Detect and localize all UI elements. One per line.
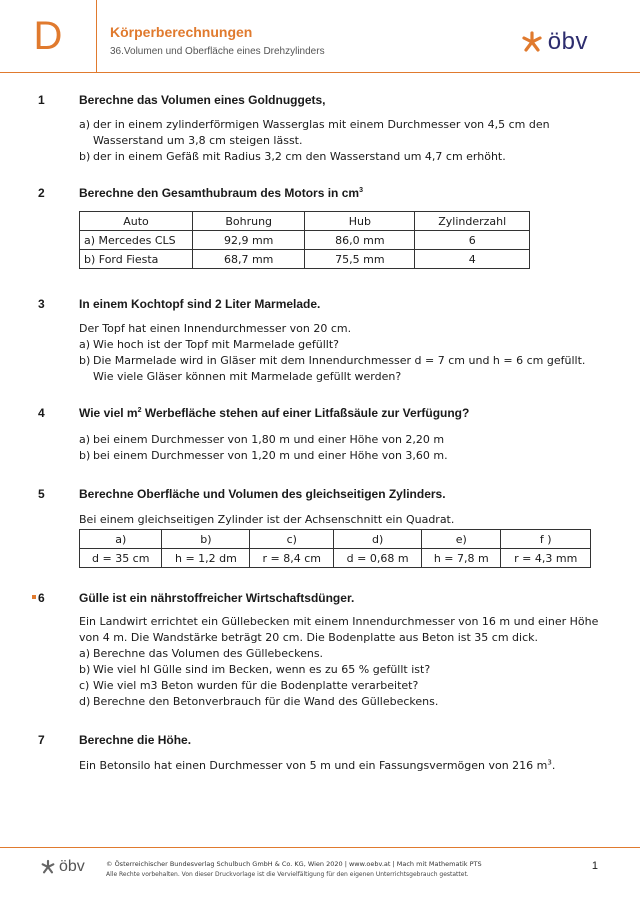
task-title: Berechne die Höhe. <box>79 733 192 747</box>
task-title: Berechne Oberfläche und Volumen des gleichseitigen Zylinders. <box>79 487 446 501</box>
page-number: 1 <box>591 860 598 872</box>
list-item: d) Berechne den Betonverbrauch für die Wand des Güllebeckens. <box>79 695 439 708</box>
task-intro: Ein Betonsilo hat einen Durchmesser von 5 m und ein Fassungsvermögen von 216 $m^3$. <box>79 758 556 772</box>
list-item: b) bei einem Durchmesser von 1,20 m und einer Höhe von 3,60 m. <box>79 449 448 462</box>
task-intro: Ein Landwirt errichtet ein Güllebecken mit einem Innendurchmesser von 16 m und einer Höhe von 4 m. Die Wandstärke beträgt 20 cm. Die Bodenplatte aus Beton ist 35 cm dick. <box>79 615 599 644</box>
list-item: b) der in einem Gefäß mit Radius 3,2 cm den Wasserstand um 4,7 cm erhöht. <box>79 150 506 163</box>
task-intro: Der Topf hat einen Innendurchmesser von 20 cm. <box>79 322 352 335</box>
star-burst-icon <box>40 859 56 875</box>
task-number: 5 <box>38 487 45 501</box>
list-item: c) Wie viel m3 Beton wurden für die Bodenplatte verarbeitet? <box>79 679 419 692</box>
task-title: Berechne das Volumen eines Goldnuggets, <box>79 93 326 107</box>
task-number: 7 <box>38 733 45 747</box>
publisher-logo <box>520 28 588 56</box>
list-item: a) bei einem Durchmesser von 1,80 m und einer Höhe von 2,20 m <box>79 433 445 446</box>
section-subtitle: 36.Volumen und Oberfläche eines Drehzylinders <box>110 46 325 57</box>
table-header-row: a) b) c) d) e) f ) <box>80 530 591 549</box>
rights-line: Alle Rechte vorbehalten. Von dieser Druckvorlage ist die Vervielfältigung für den eigenen Unterrichtsgebrauch gestattet. <box>106 871 469 878</box>
table-row: d = 35 cm h = 1,2 dm r = 8,4 cm d = 0,68 m h = 7,8 m r = 4,3 mm <box>80 549 591 568</box>
task-number: 2 <box>38 186 45 200</box>
header-divider <box>0 72 640 73</box>
footer-logo <box>40 858 85 876</box>
engine-table <box>79 211 530 269</box>
footer-logo-text: öbv <box>59 858 85 875</box>
task-title: Gülle ist ein nährstoffreicher Wirtschaftsdünger. <box>79 591 355 605</box>
footer-divider <box>0 847 640 848</box>
task-title: In einem Kochtopf sind 2 Liter Marmelade. <box>79 297 321 311</box>
logo-text: öbv <box>547 28 588 55</box>
list-item: a) der in einem zylinderförmigen Wasserglas mit einem Durchmesser von 4,5 cm den Wasserstand um 3,8 cm steigen lässt. <box>79 118 550 147</box>
star-burst-icon <box>520 30 544 54</box>
table-header-row: Auto Bohrung Hub Zylinderzahl <box>80 212 530 231</box>
chapter-letter: D <box>0 0 97 72</box>
task-title: Berechne den Gesamthubraum des Motors in $cm^3$ <box>79 186 363 200</box>
copyright-line: © Österreichischer Bundesverlag Schulbuch GmbH & Co. KG, Wien 2020 | www.oebv.at | Mach mit Mathematik PTS <box>106 860 482 868</box>
task-number: 1 <box>38 93 45 107</box>
cylinder-table <box>79 529 591 568</box>
list-item: a) Wie hoch ist der Topf mit Marmelade gefüllt? <box>79 338 339 351</box>
task-number: 6 <box>38 591 45 605</box>
task-number: 4 <box>38 406 45 420</box>
task-intro: Bei einem gleichseitigen Zylinder ist der Achsenschnitt ein Quadrat. <box>79 513 455 526</box>
task-title: Wie viel $m^2$ Werbefläche stehen auf einer Litfaßsäule zur Verfügung? <box>79 406 470 420</box>
table-row: a) Mercedes CLS 92,9 mm 86,0 mm 6 <box>80 231 530 250</box>
list-item: b) Die Marmelade wird in Gläser mit dem Innendurchmesser d = 7 cm und h = 6 cm gefüllt. Wie viele Gläser können mit Marmelade gefüllt werden? <box>79 354 586 383</box>
chapter-title: Körperberechnungen <box>110 24 253 40</box>
task-number: 3 <box>38 297 45 311</box>
list-item: b) Wie viel hl Gülle sind im Becken, wenn es zu 65 % gefüllt ist? <box>79 663 431 676</box>
table-row: b) Ford Fiesta 68,7 mm 75,5 mm 4 <box>80 250 530 269</box>
list-item: a) Berechne das Volumen des Güllebeckens. <box>79 647 324 660</box>
